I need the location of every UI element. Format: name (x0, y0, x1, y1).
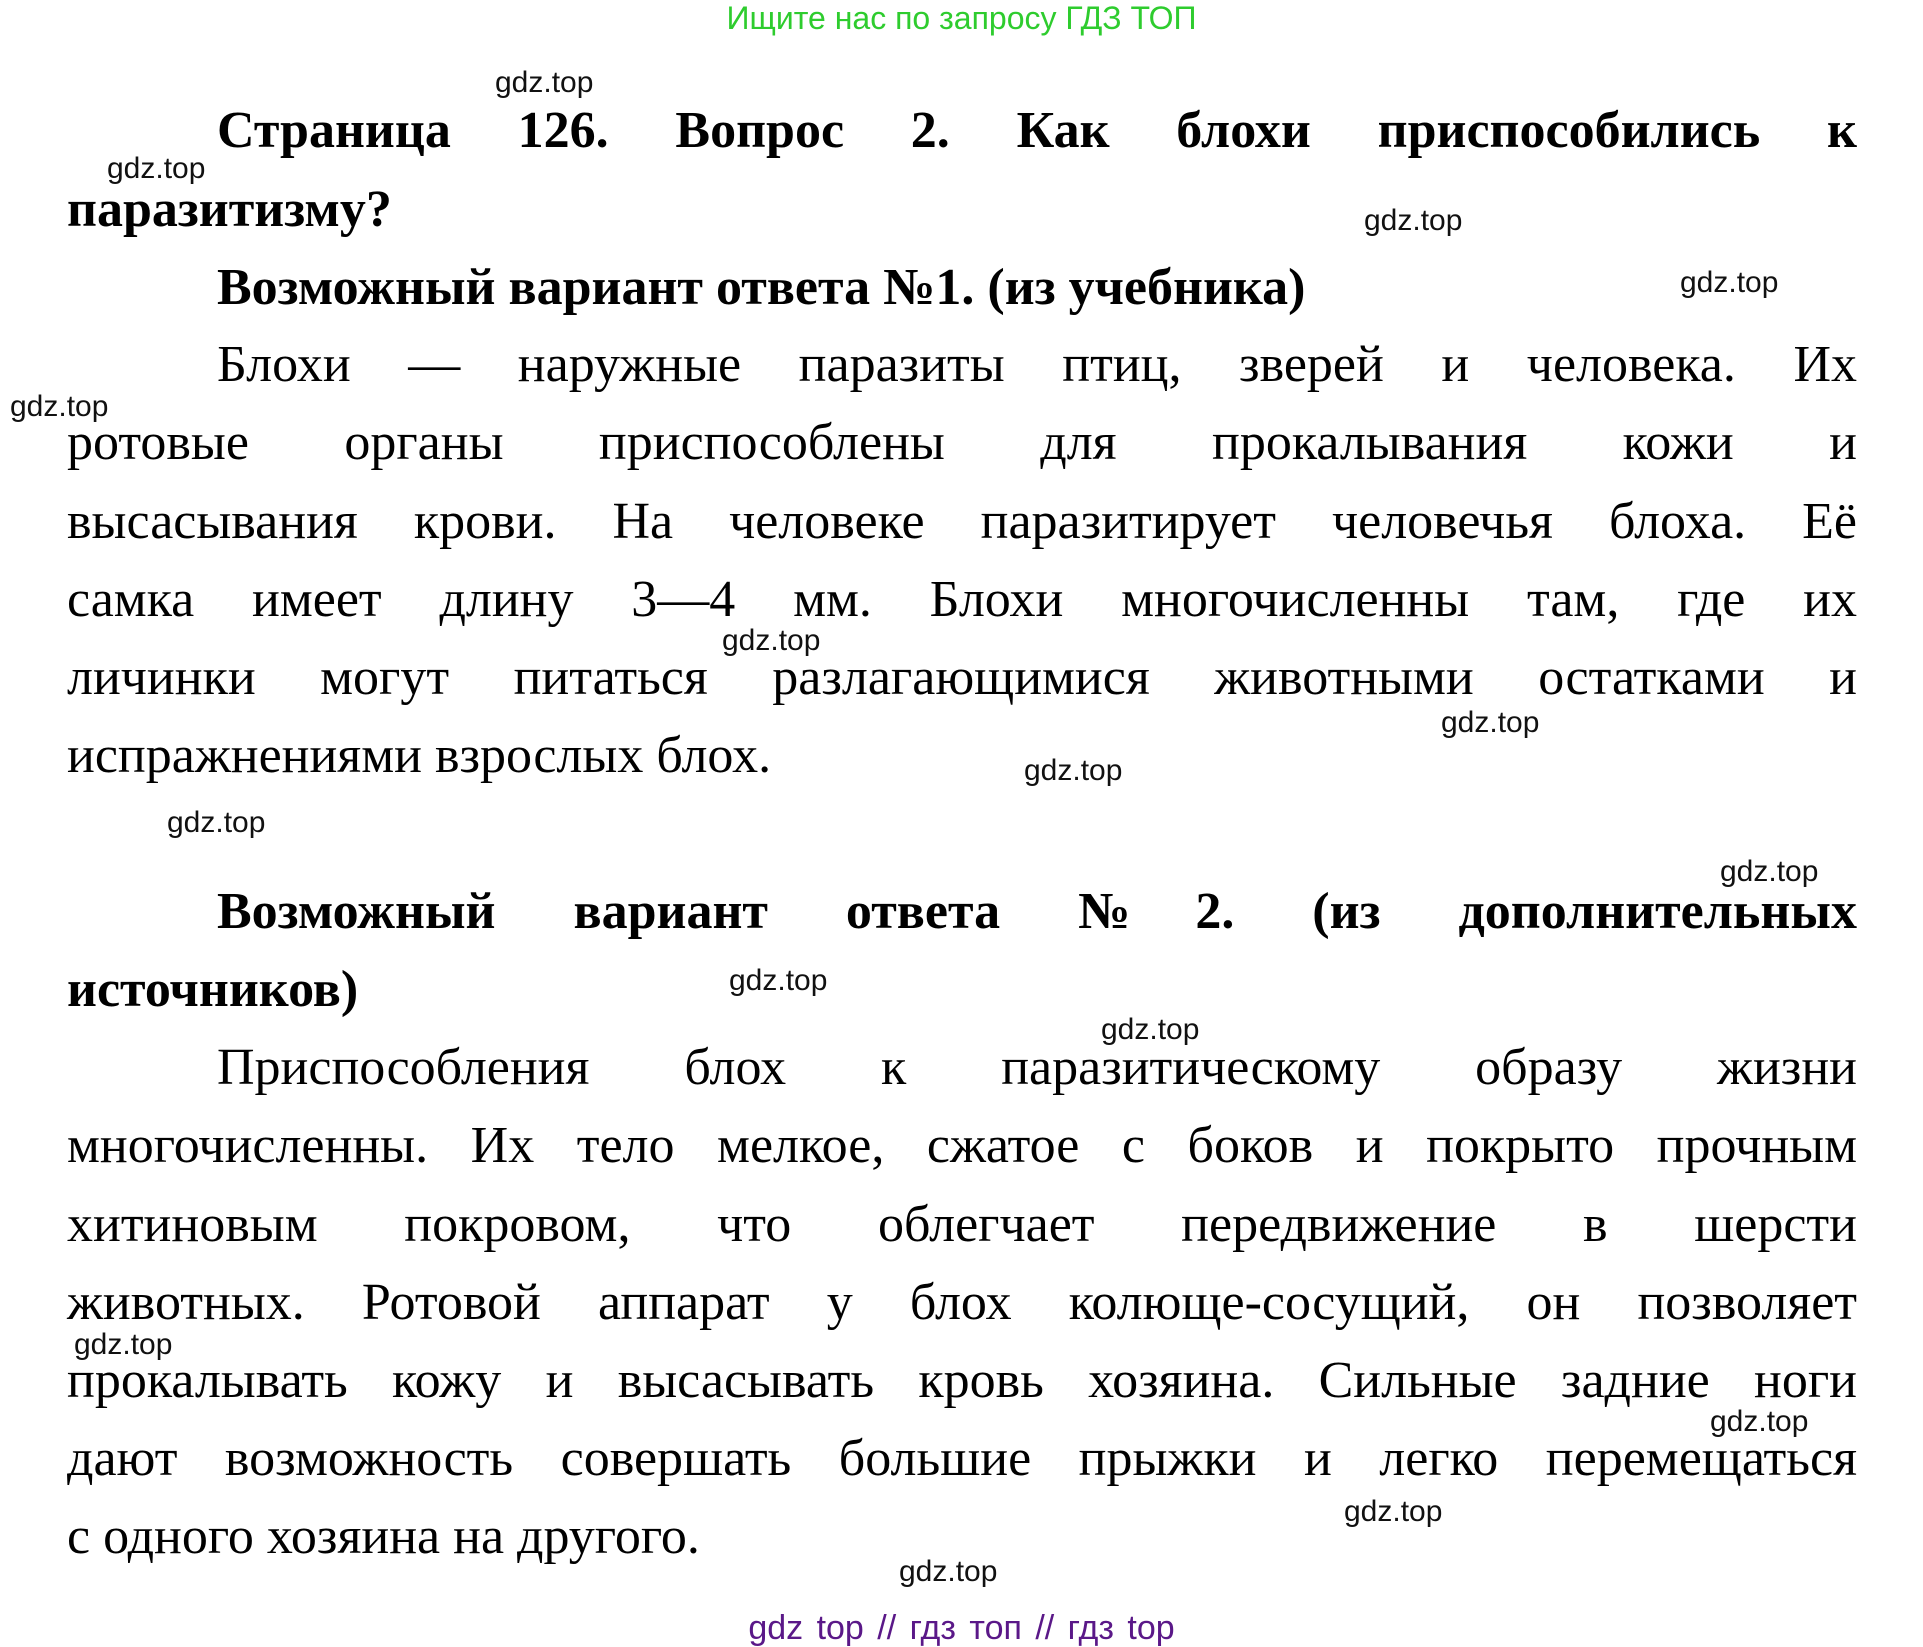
watermark-text: gdz.top (1710, 1405, 1809, 1438)
watermark-text: gdz.top (107, 152, 206, 185)
question-title: паразитизму? (67, 181, 392, 238)
watermark-text: gdz.top (167, 806, 266, 839)
answer-1-text-line: личинки могут питаться разлагающимися животными остатками и (67, 649, 1857, 706)
answer-1-text-line: Блохи — наружные паразиты птиц, зверей и человека. Их (217, 336, 1857, 393)
footer-links: gdz top // гдз топ // гдз top (748, 1609, 1175, 1647)
search-hint-banner: Ищите нас по запросу ГДЗ ТОП (726, 0, 1197, 36)
watermark-text: gdz.top (1344, 1495, 1443, 1528)
watermark-text: gdz.top (74, 1328, 173, 1361)
watermark-text: gdz.top (729, 964, 828, 997)
answer-1-text-line: ротовые органы приспособлены для прокалывания кожи и (67, 414, 1857, 471)
answer-2-text-line: Приспособления блох к паразитическому образу жизни (217, 1039, 1857, 1096)
watermark-text: gdz.top (1024, 754, 1123, 787)
answer-2-text-line: хитиновым покровом, что облегчает передвижение в шерсти (67, 1196, 1857, 1253)
answer-2-text-line: дают возможность совершать большие прыжки и легко перемещаться (67, 1430, 1857, 1487)
answer-2-heading: Возможный вариант ответа №2. (из дополнительных (217, 883, 1857, 940)
watermark-text: gdz.top (1101, 1013, 1200, 1046)
answer-2-text-line: животных. Ротовой аппарат у блох колюще-сосущий, он позволяет (67, 1274, 1857, 1331)
watermark-text: gdz.top (1680, 266, 1779, 299)
watermark-text: gdz.top (1441, 706, 1540, 739)
watermark-text: gdz.top (1364, 204, 1463, 237)
answer-2-text-line: прокалывать кожу и высасывать кровь хозяина. Сильные задние ноги (67, 1352, 1857, 1409)
answer-2-text-line: многочисленны. Их тело мелкое, сжатое с боков и покрыто прочным (67, 1117, 1857, 1174)
watermark-text: gdz.top (10, 390, 109, 423)
watermark-text: gdz.top (495, 66, 594, 99)
answer-2-text-line: с одного хозяина на другого. (67, 1508, 700, 1565)
answer-1-text-line: высасывания крови. На человеке паразитирует человечья блоха. Её (67, 493, 1857, 550)
watermark-text: gdz.top (1720, 855, 1819, 888)
answer-1-heading: Возможный вариант ответа №1. (из учебника) (217, 259, 1306, 316)
watermark-text: gdz.top (899, 1555, 998, 1588)
answer-1-text-line: испражнениями взрослых блох. (67, 727, 772, 784)
watermark-text: gdz.top (722, 624, 821, 657)
answer-1-text-line: самка имеет длину 3—4 мм. Блохи многочисленны там, где их (67, 571, 1857, 628)
answer-2-heading: источников) (67, 961, 359, 1018)
question-title: Страница 126. Вопрос 2. Как блохи приспособились к (217, 102, 1857, 159)
